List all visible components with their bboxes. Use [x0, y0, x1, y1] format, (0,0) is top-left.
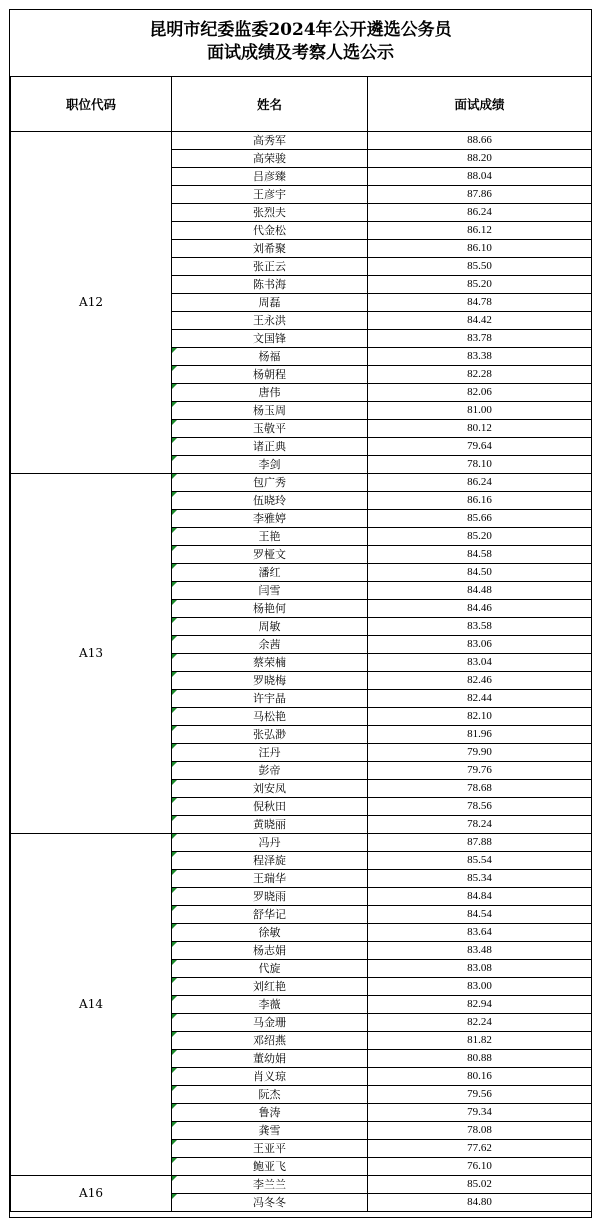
candidate-name-cell: 阮杰: [172, 1086, 368, 1104]
interview-score-cell: 85.02: [368, 1176, 592, 1194]
candidate-name-cell: 李兰兰: [172, 1176, 368, 1194]
interview-score-cell: 84.50: [368, 564, 592, 582]
candidate-name-cell: 潘红: [172, 564, 368, 582]
interview-score-cell: 85.20: [368, 528, 592, 546]
candidate-name-cell: 彭帝: [172, 762, 368, 780]
candidate-name-cell: 玉敬平: [172, 420, 368, 438]
candidate-name-cell: 许宇晶: [172, 690, 368, 708]
candidate-name-cell: 程泽旋: [172, 852, 368, 870]
interview-score-cell: 82.46: [368, 672, 592, 690]
table-body: [11, 132, 592, 1212]
interview-score-cell: 78.10: [368, 456, 592, 474]
interview-score-cell: 78.08: [368, 1122, 592, 1140]
interview-score-cell: 84.48: [368, 582, 592, 600]
interview-score-cell: 88.20: [368, 150, 592, 168]
interview-score-cell: 87.88: [368, 834, 592, 852]
interview-score-cell: 78.24: [368, 816, 592, 834]
candidate-name-cell: 唐伟: [172, 384, 368, 402]
interview-score-cell: 84.54: [368, 906, 592, 924]
candidate-name-cell: 鲍亚飞: [172, 1158, 368, 1176]
candidate-name-cell: 诸正典: [172, 438, 368, 456]
header-name: 姓名: [172, 77, 368, 132]
candidate-name-cell: 龚雪: [172, 1122, 368, 1140]
interview-score-cell: 83.06: [368, 636, 592, 654]
candidate-name-cell: 陈书海: [172, 276, 368, 294]
candidate-name-cell: 余茜: [172, 636, 368, 654]
candidate-name-cell: 代旋: [172, 960, 368, 978]
candidate-name-cell: 冯冬冬: [172, 1194, 368, 1212]
table-row: [11, 474, 592, 492]
candidate-name-cell: 张烈夫: [172, 204, 368, 222]
candidate-name-cell: 汪丹: [172, 744, 368, 762]
candidate-name-cell: 杨朝程: [172, 366, 368, 384]
results-table: [10, 76, 592, 1212]
interview-score-cell: 78.56: [368, 798, 592, 816]
candidate-name-cell: 杨志娟: [172, 942, 368, 960]
interview-score-cell: 82.28: [368, 366, 592, 384]
candidate-name-cell: 高秀军: [172, 132, 368, 150]
candidate-name-cell: 刘红艳: [172, 978, 368, 996]
interview-score-cell: 83.64: [368, 924, 592, 942]
candidate-name-cell: 罗桠文: [172, 546, 368, 564]
interview-score-cell: 83.78: [368, 330, 592, 348]
candidate-name-cell: 刘安凤: [172, 780, 368, 798]
table-row: [11, 1176, 592, 1194]
interview-score-cell: 84.58: [368, 546, 592, 564]
document-page: [9, 9, 592, 1218]
document-title: [10, 10, 591, 76]
candidate-name-cell: 李剑: [172, 456, 368, 474]
interview-score-cell: 82.06: [368, 384, 592, 402]
interview-score-cell: 76.10: [368, 1158, 592, 1176]
candidate-name-cell: 罗晓梅: [172, 672, 368, 690]
interview-score-cell: 82.44: [368, 690, 592, 708]
candidate-name-cell: 黄晓丽: [172, 816, 368, 834]
candidate-name-cell: 包广秀: [172, 474, 368, 492]
candidate-name-cell: 王彦宇: [172, 186, 368, 204]
interview-score-cell: 84.46: [368, 600, 592, 618]
candidate-name-cell: 肖义琼: [172, 1068, 368, 1086]
position-code-cell: A16: [11, 1176, 172, 1212]
interview-score-cell: 85.54: [368, 852, 592, 870]
candidate-name-cell: 代金松: [172, 222, 368, 240]
candidate-name-cell: 周磊: [172, 294, 368, 312]
interview-score-cell: 83.00: [368, 978, 592, 996]
candidate-name-cell: 罗晓雨: [172, 888, 368, 906]
interview-score-cell: 77.62: [368, 1140, 592, 1158]
interview-score-cell: 78.68: [368, 780, 592, 798]
interview-score-cell: 86.10: [368, 240, 592, 258]
candidate-name-cell: 蔡荣楠: [172, 654, 368, 672]
interview-score-cell: 86.24: [368, 474, 592, 492]
candidate-name-cell: 闫雪: [172, 582, 368, 600]
position-code-cell: A13: [11, 474, 172, 834]
candidate-name-cell: 伍晓玲: [172, 492, 368, 510]
candidate-name-cell: 杨玉周: [172, 402, 368, 420]
candidate-name-cell: 冯丹: [172, 834, 368, 852]
interview-score-cell: 80.12: [368, 420, 592, 438]
candidate-name-cell: 马金珊: [172, 1014, 368, 1032]
candidate-name-cell: 李薇: [172, 996, 368, 1014]
interview-score-cell: 82.10: [368, 708, 592, 726]
interview-score-cell: 80.16: [368, 1068, 592, 1086]
position-code-cell: A14: [11, 834, 172, 1176]
interview-score-cell: 83.48: [368, 942, 592, 960]
candidate-name-cell: 倪秋田: [172, 798, 368, 816]
interview-score-cell: 86.16: [368, 492, 592, 510]
candidate-name-cell: 周敏: [172, 618, 368, 636]
interview-score-cell: 88.66: [368, 132, 592, 150]
candidate-name-cell: 吕彦臻: [172, 168, 368, 186]
interview-score-cell: 79.90: [368, 744, 592, 762]
header-row: [11, 77, 592, 132]
candidate-name-cell: 董幼娟: [172, 1050, 368, 1068]
header-score: 面试成绩: [368, 77, 592, 132]
interview-score-cell: 85.34: [368, 870, 592, 888]
interview-score-cell: 84.80: [368, 1194, 592, 1212]
candidate-name-cell: 王艳: [172, 528, 368, 546]
candidate-name-cell: 徐敏: [172, 924, 368, 942]
interview-score-cell: 79.56: [368, 1086, 592, 1104]
interview-score-cell: 81.82: [368, 1032, 592, 1050]
interview-score-cell: 82.94: [368, 996, 592, 1014]
table-row: [11, 834, 592, 852]
table-row: [11, 132, 592, 150]
candidate-name-cell: 刘希聚: [172, 240, 368, 258]
interview-score-cell: 85.66: [368, 510, 592, 528]
interview-score-cell: 79.34: [368, 1104, 592, 1122]
interview-score-cell: 85.50: [368, 258, 592, 276]
candidate-name-cell: 杨福: [172, 348, 368, 366]
candidate-name-cell: 舒华记: [172, 906, 368, 924]
interview-score-cell: 84.42: [368, 312, 592, 330]
interview-score-cell: 79.76: [368, 762, 592, 780]
candidate-name-cell: 张正云: [172, 258, 368, 276]
candidate-name-cell: 王永洪: [172, 312, 368, 330]
candidate-name-cell: 文国锋: [172, 330, 368, 348]
candidate-name-cell: 杨艳何: [172, 600, 368, 618]
interview-score-cell: 84.84: [368, 888, 592, 906]
interview-score-cell: 85.20: [368, 276, 592, 294]
interview-score-cell: 88.04: [368, 168, 592, 186]
interview-score-cell: 84.78: [368, 294, 592, 312]
candidate-name-cell: 李雅婷: [172, 510, 368, 528]
candidate-name-cell: 王瑞华: [172, 870, 368, 888]
interview-score-cell: 82.24: [368, 1014, 592, 1032]
position-code-cell: A12: [11, 132, 172, 474]
header-code: 职位代码: [11, 77, 172, 132]
interview-score-cell: 83.04: [368, 654, 592, 672]
candidate-name-cell: 邓绍燕: [172, 1032, 368, 1050]
interview-score-cell: 87.86: [368, 186, 592, 204]
interview-score-cell: 83.08: [368, 960, 592, 978]
title-line-1: 昆明市纪委监委2024年公开遴选公务员: [149, 20, 452, 40]
candidate-name-cell: 王亚平: [172, 1140, 368, 1158]
interview-score-cell: 79.64: [368, 438, 592, 456]
interview-score-cell: 86.24: [368, 204, 592, 222]
candidate-name-cell: 张弘渺: [172, 726, 368, 744]
interview-score-cell: 83.38: [368, 348, 592, 366]
candidate-name-cell: 马松艳: [172, 708, 368, 726]
candidate-name-cell: 高荣骏: [172, 150, 368, 168]
interview-score-cell: 81.00: [368, 402, 592, 420]
interview-score-cell: 83.58: [368, 618, 592, 636]
interview-score-cell: 80.88: [368, 1050, 592, 1068]
title-line-2: 面试成绩及考察人选公示: [207, 43, 394, 63]
interview-score-cell: 86.12: [368, 222, 592, 240]
candidate-name-cell: 鲁涛: [172, 1104, 368, 1122]
interview-score-cell: 81.96: [368, 726, 592, 744]
